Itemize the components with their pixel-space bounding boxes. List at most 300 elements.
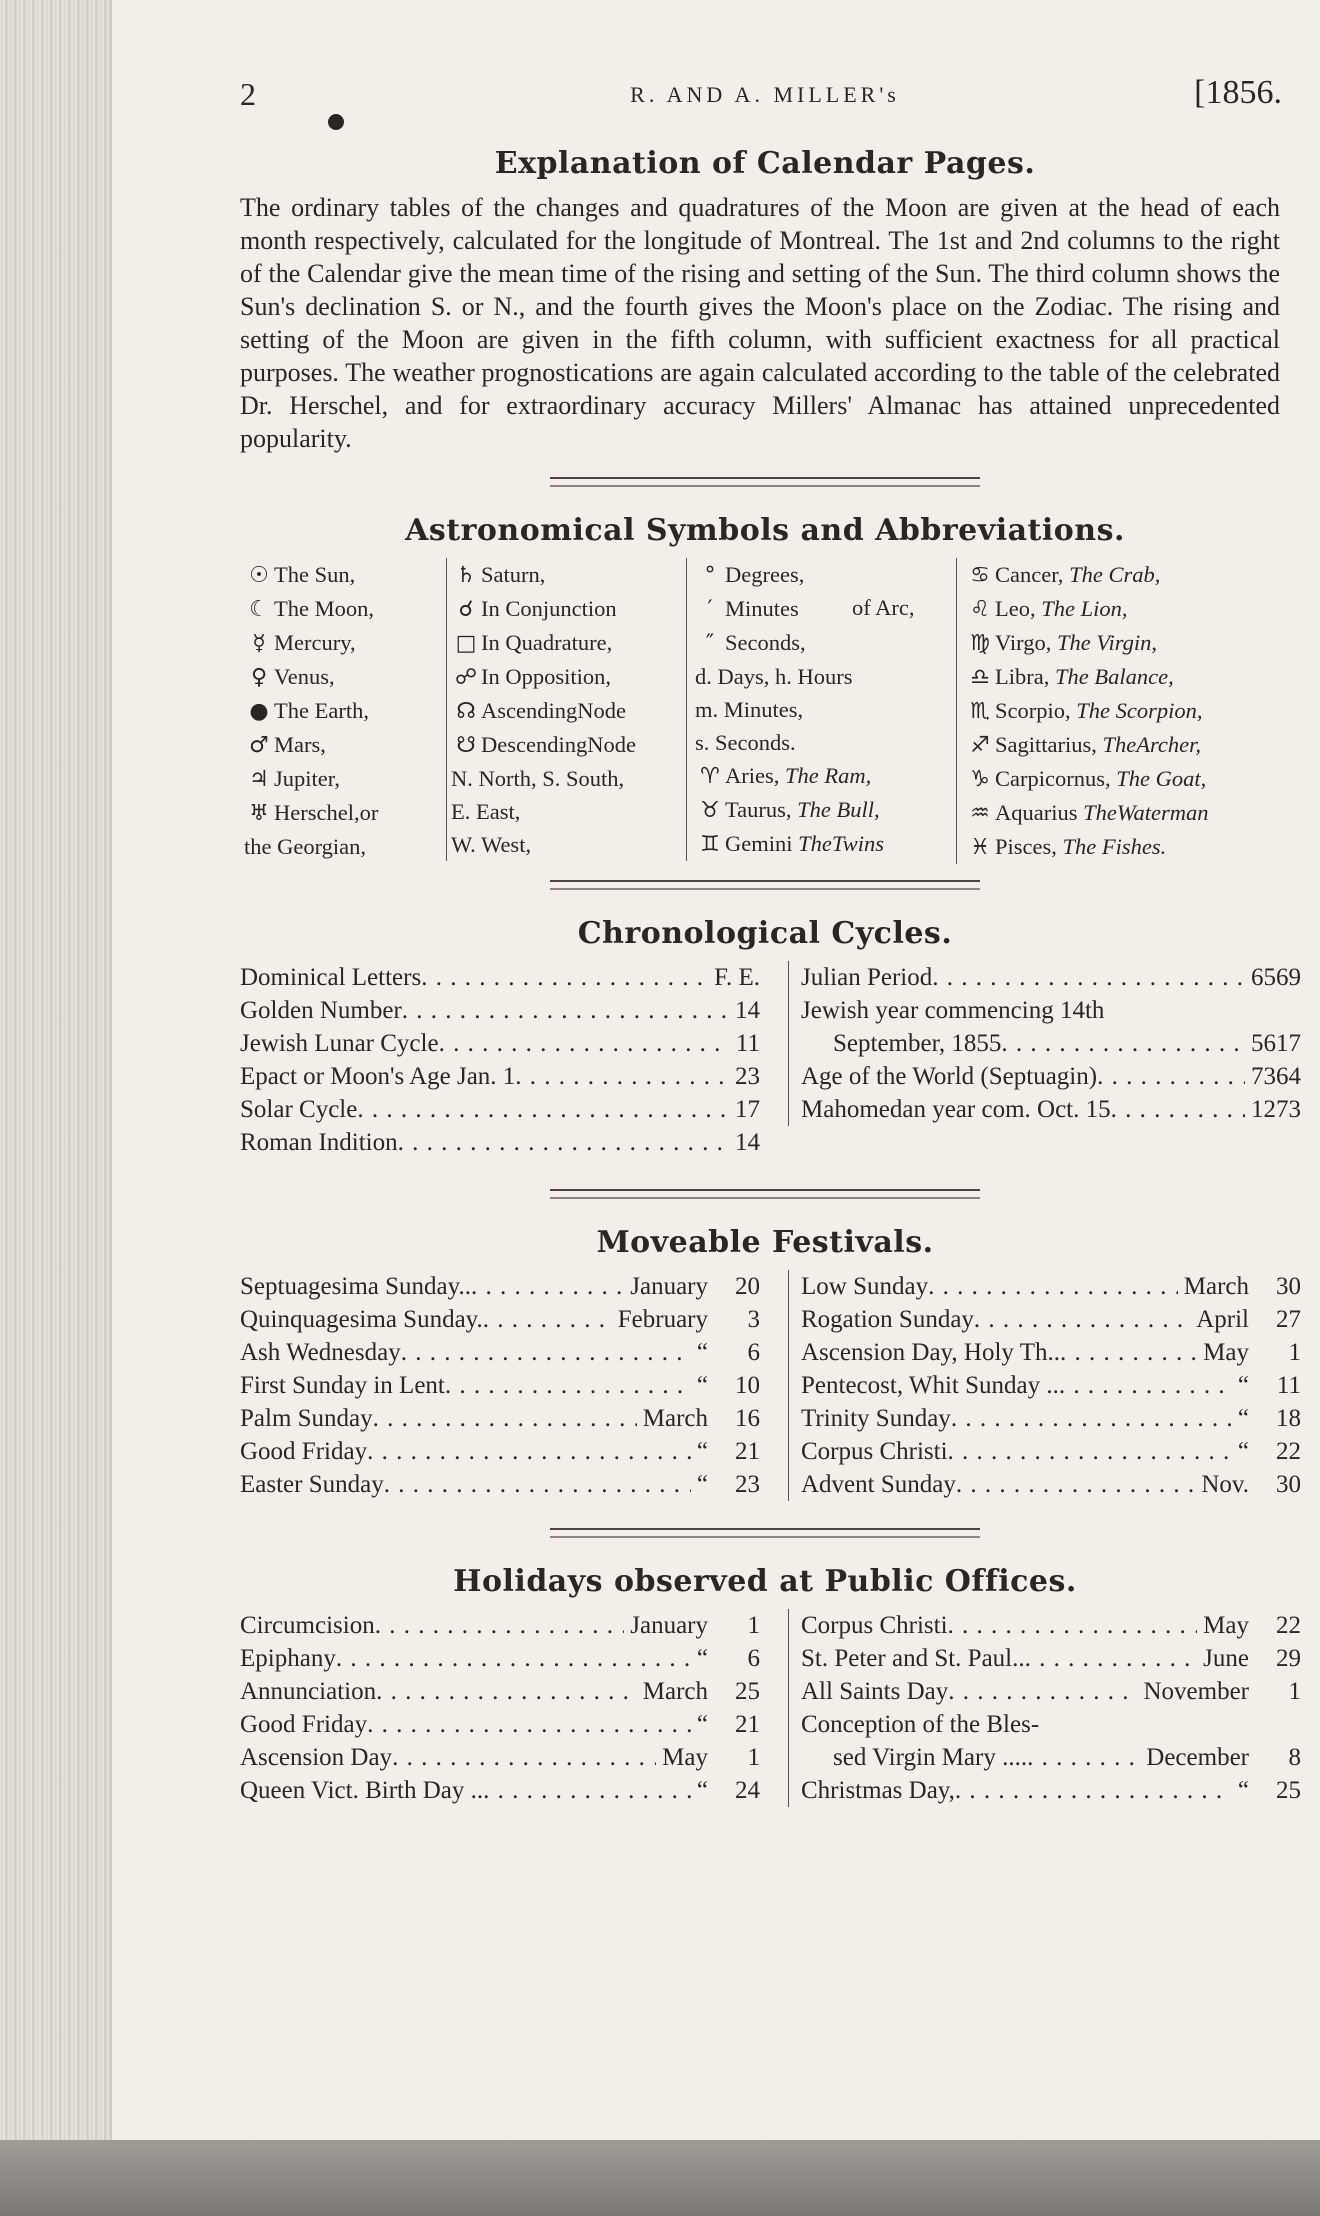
symbol-label: Minutes — [725, 596, 799, 621]
leader-dots — [974, 1303, 1190, 1336]
moveable-right-column — [788, 1270, 1301, 1501]
festival-day: 25 — [735, 1678, 760, 1705]
symbol-label: Mercury, — [274, 630, 356, 655]
leader-dots — [401, 1336, 691, 1369]
chronology-label: Golden Number — [240, 997, 402, 1024]
festival-day: 6 — [747, 1339, 760, 1366]
symbol-meaning: The Scorpion, — [1076, 698, 1203, 723]
festival-day: 18 — [1276, 1405, 1301, 1432]
symbols-column-4 — [956, 558, 1305, 864]
symbol-glyph: ♍ — [970, 631, 990, 656]
symbol-label: Libra, — [995, 664, 1050, 689]
festival-row — [801, 1774, 1301, 1807]
festival-row — [801, 1402, 1301, 1435]
festival-name: Queen Vict. Birth Day .. — [240, 1777, 484, 1804]
leader-dots — [357, 1093, 729, 1126]
symbol-label: Degrees, — [725, 562, 805, 587]
chronology-value: 23 — [735, 1063, 760, 1090]
leader-dots — [402, 994, 729, 1027]
chronology-label: Epact or Moon's Age Jan. 1 — [240, 1063, 516, 1090]
symbol-meaning: The Ram, — [785, 763, 872, 788]
symbol-glyph: ♄ — [456, 563, 476, 588]
symbol-glyph: ☉ — [249, 563, 269, 588]
symbol-glyph: ♓ — [970, 835, 990, 860]
festival-row — [240, 1609, 760, 1642]
chronology-label: September, 1855 — [833, 1030, 1002, 1057]
symbol-meaning: TheWaterman — [1083, 800, 1209, 825]
running-head — [240, 60, 1290, 140]
leader-dots — [951, 1402, 1232, 1435]
festival-row — [240, 1270, 760, 1303]
festival-day — [1249, 1708, 1301, 1741]
section-divider — [550, 1189, 980, 1199]
chronology-value: 1273 — [1251, 1096, 1301, 1123]
chronological-right-column — [788, 961, 1301, 1126]
leader-dots — [483, 1774, 691, 1807]
chronology-value: 14 — [735, 997, 760, 1024]
festival-day: 21 — [735, 1711, 760, 1738]
symbol-label: The Earth, — [274, 698, 369, 723]
festival-row — [801, 1270, 1301, 1303]
symbol-row — [695, 660, 957, 693]
festival-name: sed Virgin Mary .... — [833, 1744, 1028, 1771]
symbol-meaning: The Balance, — [1054, 664, 1174, 689]
festival-day: 6 — [747, 1645, 760, 1672]
festival-month: May — [1203, 1339, 1249, 1366]
symbol-glyph: ♂ — [249, 733, 269, 758]
symbol-row — [695, 693, 957, 726]
symbol-row — [244, 762, 444, 796]
festival-name: Ash Wednesday — [240, 1339, 401, 1366]
leader-dots — [483, 1303, 612, 1336]
leader-dots — [928, 1270, 1178, 1303]
chronology-label: Jewish Lunar Cycle — [240, 1030, 439, 1057]
festival-month: “ — [696, 1339, 708, 1366]
leader-dots — [932, 961, 1245, 994]
symbol-row — [451, 592, 691, 626]
festival-day: 30 — [1276, 1273, 1301, 1300]
symbol-row — [451, 728, 691, 762]
festival-month: “ — [1237, 1405, 1249, 1432]
chronology-row — [240, 994, 760, 1027]
page-number: 2 — [240, 76, 258, 112]
ink-dot — [328, 114, 344, 130]
symbol-label: the Georgian, — [244, 834, 367, 859]
festival-name: Ascension Day, Holy Th.. — [801, 1339, 1060, 1366]
symbol-row — [965, 694, 1305, 728]
festival-name: Low Sunday — [801, 1273, 929, 1300]
leader-dots — [1059, 1369, 1232, 1402]
festival-row — [801, 1435, 1301, 1468]
festival-day: 27 — [1276, 1306, 1301, 1333]
symbol-glyph: ♎ — [970, 665, 990, 690]
leader-dots — [384, 1468, 691, 1501]
symbol-row — [965, 626, 1305, 660]
section-divider — [550, 880, 980, 890]
holidays-table — [240, 1609, 1301, 1815]
symbol-label: E. East, — [451, 799, 521, 824]
festival-day: 8 — [1288, 1744, 1301, 1771]
leader-dots — [1104, 994, 1295, 1027]
of-arc-label: of Arc, — [852, 595, 915, 620]
symbol-row — [695, 726, 957, 759]
festival-row — [801, 1369, 1301, 1402]
festival-day: 11 — [1276, 1372, 1301, 1399]
symbol-label: Mars, — [274, 732, 326, 757]
symbol-row — [965, 660, 1305, 694]
festival-month: January — [630, 1612, 708, 1639]
symbol-row — [965, 592, 1305, 626]
festival-row — [801, 1336, 1301, 1369]
symbol-row — [451, 694, 691, 728]
symbol-label: d. Days, h. Hours — [695, 664, 853, 689]
festival-day: 1 — [747, 1744, 760, 1771]
symbol-label: Sagittarius, — [995, 732, 1097, 757]
symbol-glyph: ♑ — [970, 767, 990, 792]
festival-month: “ — [696, 1777, 708, 1804]
symbol-row — [965, 728, 1305, 762]
leader-dots — [948, 1609, 1198, 1642]
festival-name: Corpus Christi — [801, 1438, 948, 1465]
festival-day: 16 — [735, 1405, 760, 1432]
festival-month: “ — [696, 1438, 708, 1465]
festival-day: 25 — [1276, 1777, 1301, 1804]
festival-month: April — [1196, 1306, 1249, 1333]
symbol-glyph: ☋ — [456, 733, 476, 758]
festival-month: March — [1183, 1273, 1249, 1300]
symbol-row — [965, 558, 1305, 592]
symbol-label: Saturn, — [481, 562, 546, 587]
festival-month: “ — [696, 1372, 708, 1399]
festival-row — [240, 1741, 760, 1774]
festival-name: Septuagesima Sunday.. — [240, 1273, 471, 1300]
festival-name: Good Friday — [240, 1438, 368, 1465]
holidays-right-column — [788, 1609, 1301, 1807]
festival-month: January — [630, 1273, 708, 1300]
festival-month: “ — [696, 1711, 708, 1738]
moveable-left-column — [240, 1270, 760, 1501]
symbol-label: In Opposition, — [481, 664, 612, 689]
symbol-glyph: ♒ — [970, 801, 990, 826]
leader-dots — [421, 961, 708, 994]
leader-dots — [471, 1270, 624, 1303]
festival-day: 29 — [1276, 1645, 1301, 1672]
festival-row — [240, 1675, 760, 1708]
festival-day: 3 — [747, 1306, 760, 1333]
festival-day: 1 — [1288, 1339, 1301, 1366]
festival-day: 22 — [1276, 1438, 1301, 1465]
festival-row — [240, 1435, 760, 1468]
symbols-column-2 — [446, 558, 691, 861]
symbol-label: Carpicornus, — [995, 766, 1111, 791]
festival-month: “ — [1237, 1372, 1249, 1399]
chronology-value: 17 — [735, 1096, 760, 1123]
symbol-row — [244, 830, 444, 863]
leader-dots — [398, 1126, 729, 1159]
festival-month: May — [1203, 1612, 1249, 1639]
leader-dots — [948, 1675, 1137, 1708]
chronology-value: 5617 — [1251, 1030, 1301, 1057]
symbols-column-1 — [244, 558, 444, 863]
symbol-label: The Sun, — [274, 562, 356, 587]
symbol-glyph: ♀ — [250, 665, 268, 690]
symbol-row — [965, 762, 1305, 796]
symbol-label: DescendingNode — [481, 732, 636, 757]
festival-row — [801, 1468, 1301, 1501]
chronology-label: Roman Indition — [240, 1129, 398, 1156]
explanation-text: The ordinary tables of the changes and quadratures of the Moon are given at the head of each month respectively, calculated for the longitude of Montreal. The 1st and 2nd columns to the right of the Calendar give the mean time of the rising and setting of the Sun. The third column shows the Sun's declination S. or N., and the fourth gives the Moon's place on the Zodiac. The rising and setting of the Moon are given in the fifth column, with sufficient exactness for all practical purposes. The weather prognostications are again calculated according to the table of the celebrated Dr. Herschel, and for extraordinary accuracy Millers' Almanac has attained unprecedented popularity. — [240, 193, 1280, 453]
symbol-glyph: ♐ — [970, 733, 990, 758]
festival-month: “ — [1237, 1777, 1249, 1804]
festival-row — [240, 1642, 760, 1675]
festival-row — [240, 1708, 760, 1741]
symbols-title: Astronomical Symbols and Abbreviations. — [405, 513, 1125, 548]
festival-row — [240, 1402, 760, 1435]
page-edge — [0, 0, 112, 2216]
symbol-meaning: TheArcher, — [1102, 732, 1202, 757]
festival-month: February — [617, 1306, 708, 1333]
festival-month: November — [1143, 1678, 1249, 1705]
leader-dots — [1027, 1741, 1140, 1774]
symbol-label: s. Seconds. — [695, 730, 796, 755]
symbol-glyph: ☾ — [249, 597, 269, 622]
symbol-row — [451, 626, 691, 660]
festival-month: March — [642, 1405, 708, 1432]
symbol-glyph: ☿ — [252, 631, 266, 656]
symbol-row — [244, 626, 444, 660]
chronological-table — [240, 961, 1301, 1167]
chronology-row — [801, 961, 1301, 994]
festival-month: “ — [696, 1645, 708, 1672]
leader-dots — [392, 1741, 656, 1774]
holidays-left-column — [240, 1609, 760, 1807]
festival-day: 23 — [735, 1471, 760, 1498]
chronology-label: Mahomedan year com. Oct. 15 — [801, 1096, 1111, 1123]
symbol-row — [244, 728, 444, 762]
symbol-label: m. Minutes, — [695, 697, 804, 722]
symbol-label: W. West, — [451, 832, 532, 857]
symbol-label: Seconds, — [725, 630, 806, 655]
symbol-label: The Moon, — [274, 596, 374, 621]
leader-dots — [955, 1774, 1232, 1807]
festival-name: Trinity Sunday — [801, 1405, 951, 1432]
festival-row — [801, 1642, 1301, 1675]
symbol-label: AscendingNode — [481, 698, 626, 723]
festival-day: 1 — [747, 1612, 760, 1639]
symbol-glyph: ☊ — [456, 699, 476, 724]
symbol-row — [451, 762, 691, 795]
symbol-meaning: TheTwins — [798, 831, 884, 856]
running-year: [1856. — [1194, 74, 1282, 111]
symbol-row — [451, 828, 691, 861]
symbol-label: Aries, — [725, 763, 780, 788]
leader-dots — [515, 1060, 729, 1093]
festival-name: Corpus Christi — [801, 1612, 948, 1639]
festival-row — [801, 1303, 1301, 1336]
chronology-row — [801, 1093, 1301, 1126]
festival-month: “ — [696, 1471, 708, 1498]
symbol-label: Jupiter, — [274, 766, 340, 791]
symbol-row — [695, 626, 957, 660]
festival-name: Rogation Sunday — [801, 1306, 974, 1333]
festival-day: 22 — [1276, 1612, 1301, 1639]
chronology-row — [240, 1060, 760, 1093]
chronology-label: Jewish year commencing 14th — [801, 997, 1105, 1024]
chronology-label: Age of the World (Septuagin) — [801, 1063, 1098, 1090]
symbol-row — [244, 796, 444, 830]
page-content — [240, 60, 1301, 1815]
festival-month: December — [1146, 1744, 1249, 1771]
symbol-row — [451, 558, 691, 592]
leader-dots — [373, 1402, 637, 1435]
festival-name: Conception of the Bles- — [801, 1711, 1040, 1738]
symbol-label: Virgo, — [995, 630, 1052, 655]
chronology-row — [801, 1060, 1301, 1093]
symbol-row — [695, 827, 957, 861]
festival-name: Good Friday — [240, 1711, 368, 1738]
festival-day: 10 — [735, 1372, 760, 1399]
leader-dots — [375, 1609, 625, 1642]
symbol-meaning: The Lion, — [1041, 596, 1128, 621]
symbol-row — [965, 830, 1305, 864]
chronology-row — [240, 1093, 760, 1126]
symbol-label: Aquarius — [995, 800, 1078, 825]
symbol-row — [695, 759, 957, 793]
symbol-label: Gemini — [725, 831, 793, 856]
chronology-label: Dominical Letters — [240, 964, 422, 991]
festival-name: All Saints Day — [801, 1678, 949, 1705]
symbol-label: Scorpio, — [995, 698, 1071, 723]
symbol-glyph: ♃ — [249, 767, 269, 792]
symbol-row — [244, 592, 444, 626]
chronology-row — [801, 1027, 1301, 1060]
festival-row — [801, 1675, 1301, 1708]
symbol-label: Leo, — [995, 596, 1036, 621]
chronology-value: 7364 — [1251, 1063, 1301, 1090]
symbol-label: Herschel,or — [274, 800, 379, 825]
festival-name: First Sunday in Lent — [240, 1372, 445, 1399]
symbol-label: Taurus, — [725, 797, 792, 822]
symbol-meaning: The Bull, — [797, 797, 880, 822]
chronology-row — [801, 994, 1301, 1027]
festival-day: 20 — [735, 1273, 760, 1300]
festival-name: Annunciation — [240, 1678, 377, 1705]
leader-dots — [445, 1369, 691, 1402]
festival-row — [801, 1741, 1301, 1774]
symbol-glyph: ° — [704, 563, 716, 588]
symbols-column-3 — [686, 558, 957, 861]
symbol-glyph: ′ — [707, 597, 713, 622]
symbol-row — [695, 793, 957, 827]
festival-row — [240, 1369, 760, 1402]
running-title: R. AND A. MILLER's — [630, 82, 900, 107]
symbol-row — [695, 592, 957, 626]
symbol-glyph: ● — [249, 699, 269, 724]
festival-row — [801, 1708, 1301, 1741]
festival-name: Quinquagesima Sunday. — [240, 1306, 483, 1333]
symbol-meaning: The Crab, — [1069, 562, 1161, 587]
leader-dots — [1111, 1093, 1245, 1126]
festival-month: “ — [1237, 1438, 1249, 1465]
symbol-glyph: ♊ — [700, 832, 720, 857]
leader-dots — [367, 1435, 691, 1468]
leader-dots — [1001, 1027, 1245, 1060]
festival-name: Pentecost, Whit Sunday .. — [801, 1372, 1059, 1399]
symbol-row — [244, 694, 444, 728]
symbol-row — [244, 660, 444, 694]
symbol-label: Cancer, — [995, 562, 1064, 587]
leader-dots — [1097, 1060, 1245, 1093]
symbol-glyph: ♈ — [700, 764, 720, 789]
symbol-row — [451, 660, 691, 694]
symbol-glyph: ♅ — [249, 801, 269, 826]
chronology-value: F. E. — [714, 964, 760, 991]
chronological-left-column — [240, 961, 760, 1159]
chronology-row — [240, 961, 760, 994]
leader-dots — [948, 1435, 1232, 1468]
page-bottom-shadow — [0, 2140, 1320, 2216]
festival-day: 30 — [1276, 1471, 1301, 1498]
symbol-glyph: ″ — [705, 631, 715, 656]
festival-name: Circumcision — [240, 1612, 375, 1639]
chronology-label: Solar Cycle — [240, 1096, 358, 1123]
festival-month: June — [1203, 1645, 1249, 1672]
symbol-glyph: □ — [455, 631, 477, 656]
symbol-meaning: The Goat, — [1116, 766, 1207, 791]
chronology-value: 6569 — [1251, 964, 1301, 991]
festival-name: Epiphany — [240, 1645, 336, 1672]
festival-day: 1 — [1288, 1678, 1301, 1705]
explanation-title: Explanation of Calendar Pages. — [494, 146, 1036, 181]
chronological-title: Chronological Cycles. — [577, 916, 953, 951]
symbol-meaning: The Virgin, — [1057, 630, 1157, 655]
symbol-glyph: ☍ — [454, 665, 478, 690]
festival-month: March — [642, 1678, 708, 1705]
moveable-table — [240, 1270, 1301, 1506]
holidays-title: Holidays observed at Public Offices. — [453, 1564, 1077, 1599]
leader-dots — [956, 1468, 1195, 1501]
festival-name: Easter Sunday — [240, 1471, 384, 1498]
festival-row — [240, 1774, 760, 1807]
festival-day: 24 — [735, 1777, 760, 1804]
symbol-label: N. North, S. South, — [451, 766, 625, 791]
festival-row — [801, 1609, 1301, 1642]
festival-day: 21 — [735, 1438, 760, 1465]
leader-dots — [376, 1675, 637, 1708]
symbol-row — [965, 796, 1305, 830]
festival-row — [240, 1468, 760, 1501]
symbol-label: In Quadrature, — [481, 630, 613, 655]
section-divider — [550, 1528, 980, 1538]
chronology-value: 14 — [735, 1129, 760, 1156]
leader-dots — [1039, 1708, 1243, 1741]
chronology-row — [240, 1027, 760, 1060]
festival-name: Christmas Day, — [801, 1777, 955, 1804]
festival-row — [240, 1303, 760, 1336]
festival-name: Ascension Day — [240, 1744, 393, 1771]
festival-month: Nov. — [1201, 1471, 1249, 1498]
chronology-row — [240, 1126, 760, 1159]
leader-dots — [439, 1027, 730, 1060]
symbol-glyph: ♉ — [700, 798, 720, 823]
festival-name: Advent Sunday — [801, 1471, 956, 1498]
symbol-label: Venus, — [274, 664, 335, 689]
leader-dots — [1060, 1336, 1197, 1369]
leader-dots — [367, 1708, 691, 1741]
festival-name: St. Peter and St. Paul.. — [801, 1645, 1025, 1672]
symbol-glyph: ♋ — [970, 563, 990, 588]
festival-row — [240, 1336, 760, 1369]
